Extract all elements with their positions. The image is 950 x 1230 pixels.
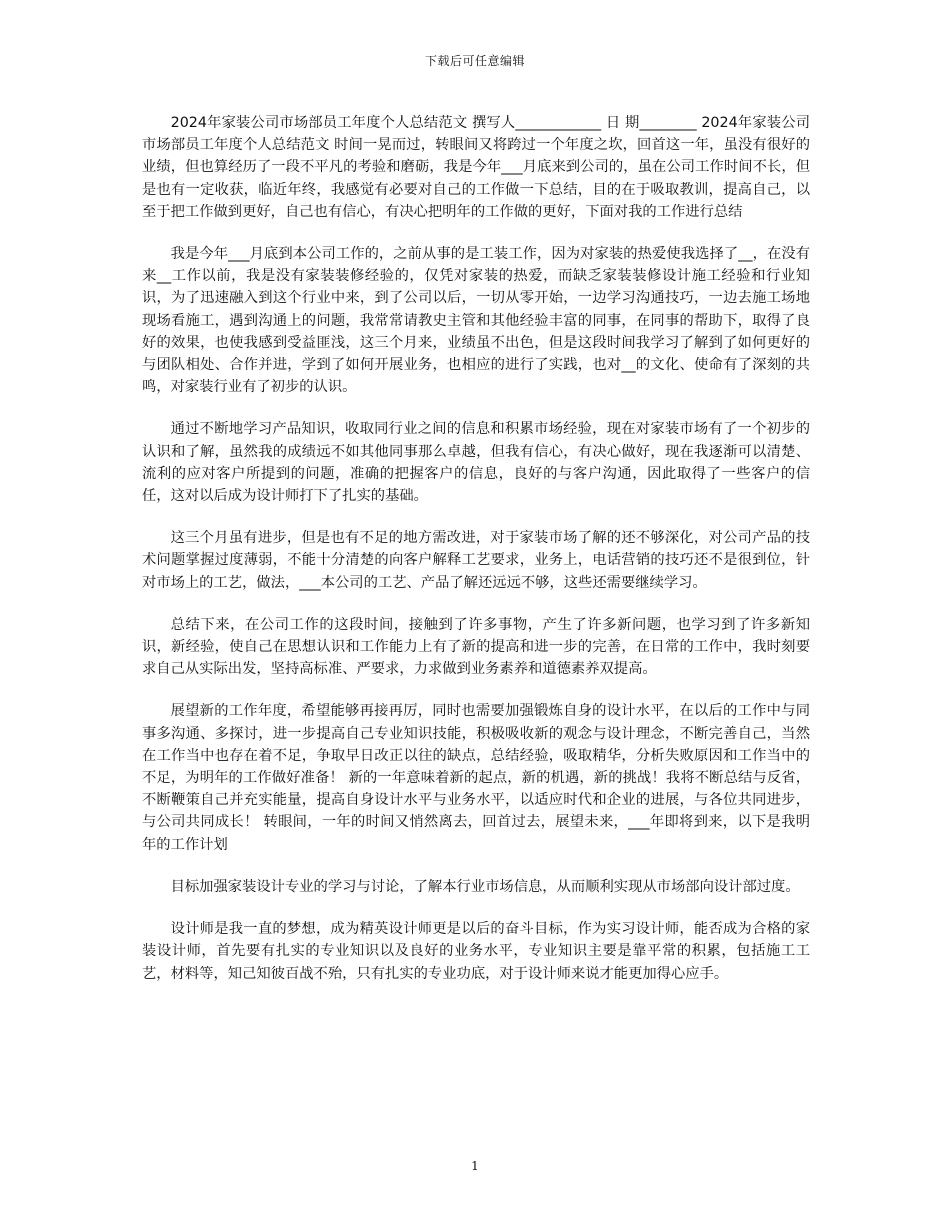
page-header-note: 下载后可任意编辑 (424, 54, 525, 68)
paragraph-designer-dream: 设计师是我一直的梦想，成为精英设计师更是以后的奋斗目标，作为实习设计师，能否成为合格的家装设计师，首先要有扎实的专业知识以及良好的业务水平，专业知识主要是靠平常的积累，包括施工工艺，材料等，知己知彼百战不殆，只有扎实的专业功底，对于设计师来说才能更加得心应手。 (142, 921, 810, 982)
page-number: 1 (471, 1159, 479, 1173)
paragraph-shortcomings: 这三个月虽有进步，但是也有不足的地方需改进，对于家装市场了解的还不够深化，对公司产品的技术问题掌握过度薄弱，不能十分清楚的向客户解释工艺要求，业务上，电话营销的技巧还不是很到位，针对市场上的工艺，做法，___本公司的工艺、产品了解还远远不够，这些还需要继续学习。 (142, 530, 810, 591)
document-body (142, 112, 810, 1005)
paragraph-background: 我是今年___月底到本公司工作的，之前从事的是工装工作，因为对家装的热爱使我选择了__，在没有来__工作以前，我是没有家装装修经验的，仅凭对家装的热爱，而缺乏家装装修设计施工经验和行业知识，为了迅速融入到这个行业中来，到了公司以后，一切从零开始，一边学习沟通技巧，一边去施工场地现场看施工，遇到沟通上的问题，我常常请教史主管和其他经验丰富的同事，在同事的帮助下，取得了良好的效果，也使我感到受益匪浅，这三个月来，业绩虽不出色，但是这段时间我学习了解到了如何更好的与团队相处、合作并进，学到了如何开展业务，也相应的进行了实践，也对__的文化、使命有了深刻的共鸣，对家装行业有了初步的认识。 (142, 246, 810, 396)
paragraph-summary: 总结下来，在公司工作的这段时间，接触到了许多事物，产生了许多新问题，也学习到了许多新知识，新经验，使自己在思想认识和工作能力上有了新的提高和进一步的完善，在日常的工作中，我时刻要求自己从实际出发，坚持高标准、严要求，力求做到业务素养和道德素养双提高。 (142, 616, 810, 678)
paragraph-intro: 2024年家装公司市场部员工年度个人总结范文 撰写人____________ 日 期________ 2024年家装公司市场部员工年度个人总结范文 时间一晃而过，转眼间又将跨过一个年度之坎，回首这一年，虽没有很好的业绩，但也算经历了一段不平凡的考验和磨砺，我是今年___月底来到公司的，虽在公司工作时间不长，但是也有一定收获，临近年终，我感觉有必要对自己的工作做一下总结，目的在于吸取教训，提高自己，以至于把工作做到更好，自己也有信心，有决心把明年的工作做的更好，下面对我的工作进行总结 (142, 115, 810, 220)
paragraph-goal: 目标加强家装设计专业的学习与讨论，了解本行业市场信息，从而顺利实现从市场部向设计部过度。 (170, 878, 800, 895)
paragraph-progress: 通过不断地学习产品知识，收取同行业之间的信息和积累市场经验，现在对家装市场有了一个初步的认识和了解，虽然我的成绩远不如其他同事那么卓越，但我有信心，有决心做好，现在我逐渐可以清楚、流利的应对客户所提到的问题，准确的把握客户的信息，良好的与客户沟通，因此取得了一些客户的信任，这对以后成为设计师打下了扎实的基础。 (142, 421, 810, 505)
paragraph-outlook: 展望新的工作年度，希望能够再接再厉，同时也需要加强锻炼自身的设计水平，在以后的工作中与同事多沟通、多探讨，进一步提高自己专业知识技能，积极吸收新的观念与设计理念，不断完善自己，当然在工作当中也存在着不足，争取早日改正以往的缺点，总结经验，吸取精华，分析失败原因和工作当中的不足，为明年的工作做好准备！ 新的一年意味着新的起点，新的机遇，新的挑战！我将不断总结与反省，不断鞭策自己并充实能量，提高自身设计水平与业务水平，以适应时代和企业的进展，与各位共同进步，与公司共同成长！ 转眼间，一年的时间又悄然离去，回首过去，展望未来，___年即将到来，以下是我明年的工作计划 (142, 703, 810, 853)
